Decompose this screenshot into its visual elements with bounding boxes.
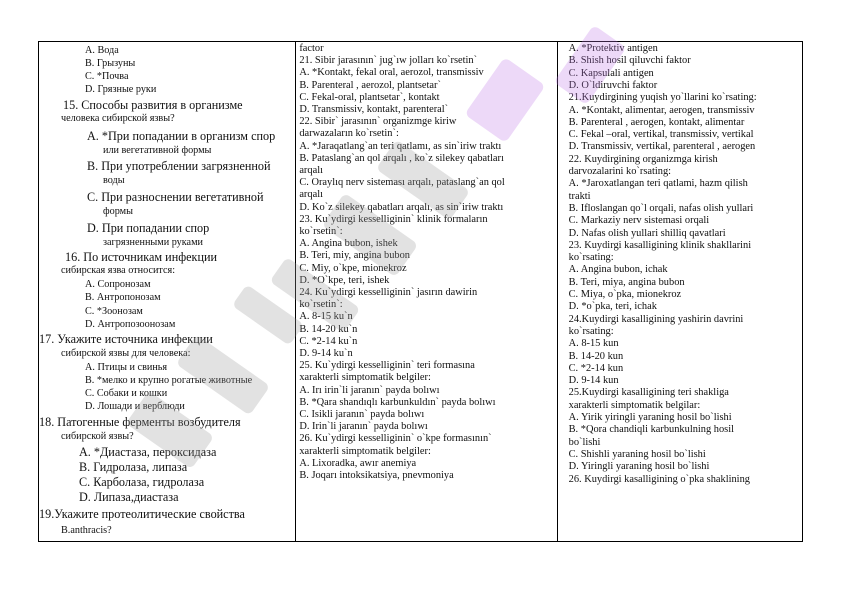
text-line: A. *Kontakt, fekal oral, aerozol, transmissiv (299, 67, 484, 79)
text-line: C. *Почва (85, 71, 129, 82)
text-line: 22. Sibir` jarasının` organizmge kiriw (299, 116, 457, 128)
text-line: D. Nafas olish yullari shilliq qavatlari (568, 227, 726, 239)
text-line: человека сибирской язвы? (61, 113, 175, 124)
text-line: C. Fekal –oral, vertikal, transmissiv, vertikal (568, 129, 754, 141)
column-russian (39, 42, 296, 541)
text-line: 25. Ku`ydirgi kesselliginin` teri formasına (299, 360, 475, 372)
text-line: C. Собаки и кошки (85, 388, 168, 399)
text-line: сибирская язва относится: (61, 265, 176, 276)
text-line: C. Markaziy nerv sistemasi orqali (568, 215, 710, 227)
text-line: C. *2-14 kun (568, 362, 624, 374)
text-line: A. Irı irin`li jaranın` payda bolıwı (299, 384, 440, 396)
text-line: C. Miy, o`kpe, mionekroz (299, 262, 407, 274)
text-line: B. Ifloslangan qo`l orqali, nafas olish yullari (568, 202, 754, 214)
text-line: воды (103, 175, 125, 186)
text-line: C. Isikli jaranın` payda bolıwı (299, 409, 425, 420)
text-line: A. *Jaroxatlangan teri qatlami, hazm qilish (568, 178, 748, 190)
text-line: B. Грызуны (85, 58, 136, 69)
text-line: B. Pataslang`an qol arqalı , ko`z silekey qabatları (299, 152, 504, 164)
text-line: B. Антропонозам (85, 292, 161, 303)
text-line: D. При попадании спор (87, 221, 210, 235)
text-line: B. Teri, miya, angina bubon (568, 276, 685, 288)
text-line: xarakterli simptomatik belgilar: (568, 399, 701, 411)
text-line: 21.Kuydirgining yuqish yo`llarini ko`rsating: (568, 92, 757, 104)
text-line: ko`rsetin`: (299, 226, 343, 237)
text-line: xarakterli simptomatik belgiler: (299, 372, 431, 384)
text-line: B.anthracis? (61, 525, 112, 536)
text-line: darwazaların ko`rsetin`: (299, 128, 399, 140)
text-line: A. *Jaraqatlang`an teri qatlamı, as sin`iriw traktı (299, 140, 502, 152)
text-line: A. *Protektiv antigen (568, 43, 658, 54)
text-line: 22. Kuydirgining organizmga kirish (568, 153, 718, 165)
text-line: D. Yiringli yaraning hosil bo`lishi (568, 461, 710, 473)
text-line: D. Грязные руки (85, 84, 157, 95)
text-line: A. 8-15 ku`n (299, 311, 353, 323)
column-karakalpak (296, 42, 557, 541)
text-line: bo`lishi (568, 436, 601, 448)
text-line: загрязненными руками (103, 237, 203, 248)
text-line: или вегетативной формы (103, 145, 212, 156)
text-line: ko`rsetin`: (299, 299, 343, 311)
text-line: C. Карболаза, гидролаза (79, 475, 205, 489)
text-line: C. Shishli yaraning hosil bo`lishi (568, 448, 706, 460)
text-line: A. *При попадании в организм спор (87, 129, 276, 143)
text-line: B. *мелко и крупно рогатые животные (85, 375, 253, 386)
text-line: arqalı (299, 189, 323, 201)
text-line: A. *Kontakt, alimentar, aerogen, transmissiv (568, 104, 755, 116)
text-line: A. 8-15 kun (568, 338, 619, 350)
text-line: C. Oraylıq nerv sisteması arqalı, pataslang`an qol (299, 177, 505, 189)
text-line: A. Angina bubon, ishek (299, 238, 398, 250)
text-line: A. Птицы и свинья (85, 362, 168, 373)
text-line: формы (103, 206, 133, 217)
text-line: B. При употреблении загрязненной (87, 159, 271, 173)
text-line: 16. По источникам инфекции (65, 250, 218, 264)
text-line: 21. Sibir jarasının` jug`ıw jolları ko`rsetin` (299, 55, 478, 67)
text-line: C. *Зоонозам (85, 306, 143, 317)
text-line: C. Kapsulali antigen (568, 67, 654, 79)
text-line: D. O`ldiruvchi faktor (568, 79, 658, 91)
text-line: 17. Укажите источника инфекции (39, 332, 213, 346)
document-table (38, 41, 803, 542)
text-line: A. Angina bubon, ichak (568, 264, 668, 276)
text-line: 26. Ku`ydirgi kesselliginin` o`kpe formasının` (299, 433, 492, 445)
text-line: A. Сопронозам (85, 279, 151, 290)
text-line: C. При разноснении вегетативной (87, 190, 264, 204)
text-line: 18. Патогенные ферменты возбудителя (39, 415, 241, 429)
text-line: C. Fekal-oral, plantsetar`, kontakt (299, 91, 440, 103)
text-line: darvozalarini ko`rsating: (568, 166, 672, 177)
text-line: 23. Kuydirgi kasalligining klinik shakllarini (568, 239, 752, 251)
text-line: D. Ko`z silekey qabatları arqalı, as sin`iriw traktı (299, 201, 504, 213)
text-line: B. Гидролаза, липаза (79, 460, 188, 474)
text-line: D. Transmissiv, vertikal, parenteral , aerogen (568, 141, 756, 153)
text-line: сибирской язвы для человека: (61, 348, 191, 359)
text-line: B. Teri, miy, angina bubon (299, 250, 410, 262)
text-line: D. Липаза,диастаза (79, 490, 179, 504)
text-line: сибирской язвы? (61, 431, 134, 442)
text-line: B. 14-20 kun (568, 350, 624, 362)
text-line: C. Miya, o`pka, mionekroz (568, 289, 682, 300)
text-line: D. 9-14 kun (568, 375, 619, 387)
text-line: A. Вода (85, 45, 119, 56)
text-line: B. Parenteral , aerozol, plantsetar` (299, 79, 441, 91)
text-line: B. Shish hosil qiluvchi faktor (568, 55, 691, 67)
text-line: D. Лошади и верблюди (85, 401, 185, 412)
text-line: D. Антропозоонозам (85, 319, 176, 330)
text-line: 15. Способы развития в организме (63, 98, 243, 112)
text-line: B. Joqarı intoksikatsiya, pnevmoniya (299, 470, 454, 481)
text-line: trakti (568, 190, 591, 202)
text-line: D. *O`kpe, teri, ishek (299, 274, 390, 286)
text-line: B. *Qora chandiqli karbunkulning hosil (568, 424, 734, 436)
text-line: 26. Kuydirgi kasalligining o`pka shaklining (568, 473, 750, 485)
text-line: B. Parenteral , aerogen, kontakt, alimentar (568, 116, 745, 128)
text-line: C. *2-14 ku`n (299, 335, 358, 347)
text-line: A. Yirik yiringli yaraning hosil bo`lishi (568, 412, 732, 423)
text-line: 19.Укажите протеолитические свойства (39, 507, 245, 521)
text-line: 23. Ku`ydirgi kesselliginin` klinik formaların (299, 213, 488, 225)
text-line: D. *o`pka, teri, ichak (568, 301, 657, 313)
text-line: B. *Qara shandıqlı karbunkuldın` payda bolıwı (299, 396, 496, 408)
text-line: 25.Kuydirgi kasalligining teri shakliga (568, 387, 729, 399)
text-line: D. Irin`li jaranın` payda bolıwı (299, 421, 428, 433)
column-uzbek (558, 42, 802, 541)
text-line: D. 9-14 ku`n (299, 348, 353, 359)
text-line: xarakterli simptomatik belgiler: (299, 445, 431, 457)
text-line: ko`rsating: (568, 325, 614, 337)
text-line: 24. Ku`ydirgi kesselliginin` jasırın dawirin (299, 287, 478, 298)
text-line: A. Lixoradka, awır anemiya (299, 457, 417, 469)
text-line: 24.Kuydirgi kasalligining yashirin davrini (568, 313, 744, 325)
text-line: D. Transmissiv, kontakt, parenteral` (299, 104, 449, 115)
text-line: B. 14-20 ku`n (299, 323, 358, 335)
text-line: arqalı (299, 165, 323, 176)
text-line: A. *Диастаза, пероксидаза (79, 445, 217, 459)
text-line: ko`rsating: (568, 252, 614, 264)
text-line: factor (299, 43, 324, 54)
